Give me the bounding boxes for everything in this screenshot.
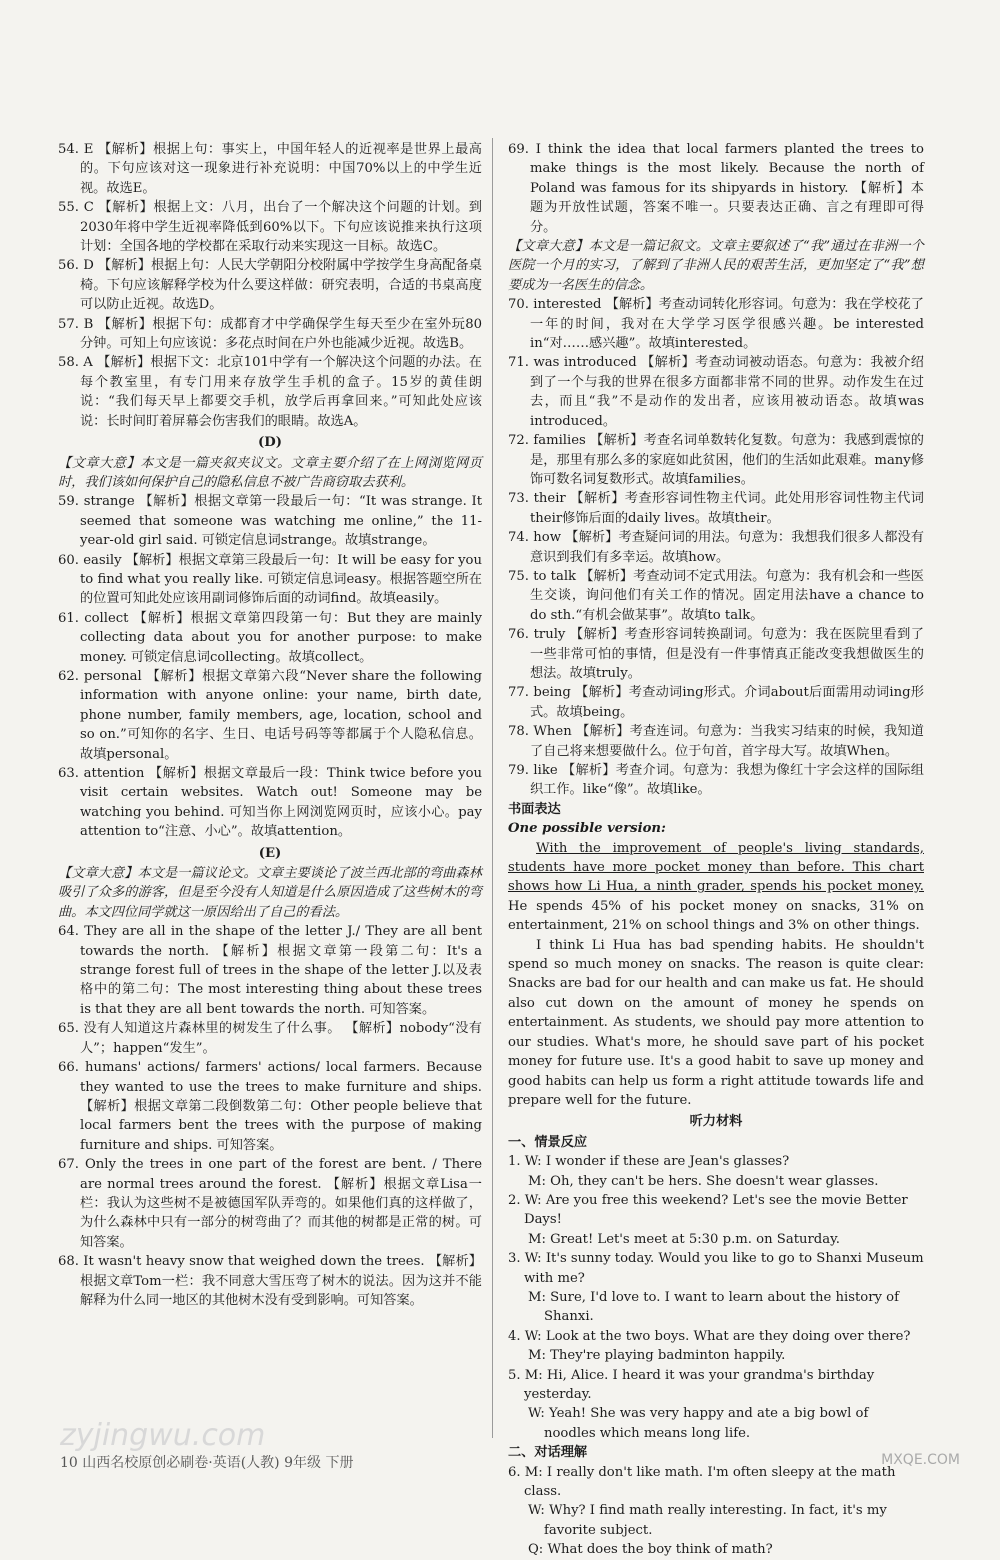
- watermark-text: zyjingwu.com: [60, 1418, 266, 1453]
- answer-79: 79. like 【解析】考查介词。句意为：我想为像红十字会这样的国际组织工作。like“像”。故填like。: [508, 763, 924, 798]
- answer-77: 77. being 【解析】考查动词ing形式。介词about后面需用动词ing形式。故填being。: [508, 685, 924, 720]
- dialogue-3-reply: M: Sure, I'd love to. I want to learn about the history of Shanxi.: [528, 1289, 899, 1325]
- dialogue-1-reply: M: Oh, they can't be hers. She doesn't wear glasses.: [528, 1173, 879, 1189]
- page-footer: 10 山西名校原创必刷卷·英语(人教) 9年级 下册: [60, 1455, 354, 1471]
- answer-59: 59. strange 【解析】根据文章第一段最后一句：“It was strange. It seemed that someone was watching me online,” the 11- year-old girl said. 可锁定信息词strange。故填strange。: [58, 494, 482, 549]
- part2-heading: 二、对话理解: [508, 1445, 588, 1461]
- answer-66: 66. humans' actions/ farmers' actions/ local farmers. Because they wanted to use the trees to make furniture and ships. 【解析】根据文章第二段倒数第二句：Other people believe that local farmers bent the trees with the purpose of making furniture and ships. 可知答案。: [58, 1060, 482, 1153]
- listening-heading: 听力材料: [689, 1114, 743, 1130]
- answer-57: 57. B 【解析】根据下句：成都育才中学确保学生每天至少在室外玩80分钟。可知上句应该说：多花点时间在户外也能减少近视。故选B。: [58, 316, 482, 352]
- essay-paragraph-2: I think Li Hua has bad spending habits. He shouldn't spend so much money on snacks. The reason is quite clear: Snacks are bad for our health and can make us fat. He should also cut down on the amount of money he spends on entertainment. As students, we should pay more attention to our studies. What's more, he should save part of his pocket money for future use. It's a good habit to save up money and good habits can help us form a right attitude towards life and prepare well for the future.: [508, 937, 924, 1108]
- essay-paragraph-1: [508, 839, 924, 936]
- dialogue-4-reply: M: They're playing badminton happily.: [528, 1348, 786, 1364]
- answer-76: 76. truly 【解析】考查形容词转换副词。句意为：我在医院里看到了一些非常可怕的事情，但是没有一件事情真正能改变我想做医生的想法。故填truly。: [508, 627, 924, 681]
- answer-71: 71. was introduced 【解析】考查动词被动语态。句意为：我被介绍到了一个与我的世界在很多方面都非常不同的世界。动作发生在过去，而且“我”不是动作的发出者，应该用被动语态。故填was introduced。: [508, 355, 924, 429]
- answer-72: 72. families 【解析】考查名词单数转化复数。句意为：我感到震惊的是，那里有那么多的家庭如此贫困，他们的生活如此艰难。many修饰可数名词复数形式。故填families。: [508, 433, 924, 487]
- writing-heading: 书面表达: [508, 801, 561, 817]
- answer-73: 73. their 【解析】考查形容词性物主代词。此处用形容词性物主代词their修饰后面的daily lives。故填their。: [508, 491, 924, 526]
- answer-68: 68. It wasn't heavy snow that weighed down the trees. 【解析】根据文章Tom一栏：我不同意大雪压弯了树木的说法。因为这并不能解释为什么同一地区的其他树木没有受到影响。可知答案。: [58, 1254, 482, 1308]
- version-label: One possible version:: [508, 821, 666, 837]
- answer-78: 78. When 【解析】考查连词。句意为：当我实习结束的时候，我知道了自己将来想要做什么。位于句首，首字母大写。故填When。: [508, 724, 924, 759]
- answer-70: 70. interested 【解析】考查动词转化形容词。句意为：我在学校花了一年的时间，我对在大学学习医学很感兴趣。be interested in“对……感兴趣”。故填interested。: [508, 297, 924, 352]
- answer-67: 67. Only the trees in one part of the forest are bent. / There are normal trees around the forest. 【解析】根据文章Lisa一栏：我认为这些树不是被德国军队弄弯的。如果他们真的这样做了，为什么森林中只有一部分的树弯曲了？而其他的树都是正常的树。可知答案。: [58, 1157, 482, 1250]
- answer-65: 65. 没有人知道这片森林里的树发生了什么事。 【解析】nobody“没有人”；happen“发生”。: [58, 1021, 482, 1056]
- answer-74: 74. how 【解析】考查疑问词的用法。句意为：我想我们很多人都没有意识到我们有多幸运。故填how。: [508, 530, 924, 565]
- section-d-heading: (D): [258, 435, 282, 451]
- dialogue-4-line: 4. W: Look at the two boys. What are they doing over there?: [508, 1328, 911, 1344]
- part1-heading: 一、情景反应: [508, 1134, 588, 1150]
- left-column: [58, 140, 482, 1450]
- answer-69: 69. I think the idea that local farmers planted the trees to make things is the most likely. Because the north of Poland was famous for its shipyards in history. 【解析】本题为开放性试题，答案不唯一。只要表达正确、言之有理即可得分。: [508, 142, 924, 235]
- dialogue-5-line: 5. M: Hi, Alice. I heard it was your grandma's birthday yesterday.: [508, 1367, 875, 1402]
- section-e-heading: (E): [258, 845, 282, 861]
- answer-60: 60. easily 【解析】根据文章第三段最后一句：It will be easy for you to find what you really like. 可锁定信息词easy。根据答题空所在的位置可知此处应该用副词修饰后面的动词find。故填easily。: [58, 552, 482, 607]
- dialogue-6-line: 6. M: I really don't like math. I'm often sleepy at the math class.: [508, 1464, 896, 1500]
- answer-56: 56. D 【解析】根据上句：人民大学朝阳分校附属中学按学生身高配备桌椅。下句应该解释学校为什么要这样做：研究表明，合适的书桌高度可以防止近视。故选D。: [58, 258, 482, 313]
- dialogue-6-question: Q: What does the boy think of math?: [528, 1542, 773, 1558]
- section-d-summary: 【文章大意】本文是一篇夹叙夹议文。文章主要介绍了在上网浏览网页时，我们该如何保护自己的隐私信息不被广告商窃取去获利。: [58, 455, 482, 490]
- essay-p1-rest: He spends 45% of his pocket money on snacks, 31% on entertainment, 21% on school things and 3% on other things.: [508, 898, 924, 934]
- essay-underlined: With the improvement of people's living standards, students have more pocket money than before. This chart shows how Li Hua, a ninth grader, spends his pocket money.: [508, 840, 924, 895]
- answer-61: 61. collect 【解析】根据文章第四段第一句：But they are mainly collecting data about you for another purpose: to make money. 可锁定信息词collecting。故填collect。: [58, 610, 482, 665]
- dialogue-2-line: 2. W: Are you free this weekend? Let's see the movie Better Days!: [508, 1192, 908, 1228]
- answer-54: 54. E 【解析】根据上句：事实上，中国年轻人的近视率是世界上最高的。下句应该对这一现象进行补充说明：中国70%以上的中学生近视。故选E。: [58, 142, 482, 196]
- answer-75: 75. to talk 【解析】考查动词不定式用法。句意为：我有机会和一些医生交谈，询问他们有关工作的情况。固定用法have a chance to do sth.“有机会做某事”。故填to talk。: [508, 568, 924, 623]
- dialogue-1-line: 1. W: I wonder if these are Jean's glasses?: [508, 1154, 790, 1170]
- answer-58: 58. A 【解析】根据下文：北京101中学有一个解决这个问题的办法。在每个教室里，有专门用来存放学生手机的盒子。15岁的黄佳朗说：“我们每天早上都要交手机，放学后再拿回来。”可知此处应该说：长时间盯着屏幕会伤害我们的眼睛。故选A。: [58, 355, 482, 429]
- dialogue-2-reply: M: Great! Let's meet at 5:30 p.m. on Saturday.: [528, 1231, 840, 1247]
- dialogue-6-reply: W: Why? I find math really interesting. In fact, it's my favorite subject.: [528, 1503, 887, 1538]
- column-divider: [492, 138, 493, 1438]
- section-f-summary: 【文章大意】本文是一篇记叙文。文章主要叙述了“我”通过在非洲一个医院一个月的实习，了解到了非洲人民的艰苦生活，更加坚定了“我”想要成为一名医生的信念。: [508, 239, 924, 293]
- answer-63: 63. attention 【解析】根据文章最后一段：Think twice before you visit certain websites. Watch out! Someone may be watching you behind. 可知当你上网浏览网页时，应该小心。pay attention to“注意、小心”。故填attention。: [58, 766, 482, 840]
- answer-64: 64. They are all in the shape of the letter J./ They are all bent towards the north. 【解析】根据文章第一段第二句：It's a strange forest full of trees in the shape of the letter J.以及表格中的第二句：The most interesting thing about these trees is that they are all bent towards the north. 可知答案。: [58, 924, 482, 1017]
- dialogue-3-line: 3. W: It's sunny today. Would you like to go to Shanxi Museum with me?: [508, 1251, 924, 1286]
- section-e-summary: 【文章大意】本文是一篇议论文。文章主要谈论了波兰西北部的弯曲森林吸引了众多的游客，但是至今没有人知道是什么原因造成了这些树木的弯曲。本文四位同学就这一原因给出了自己的看法。: [58, 866, 482, 920]
- answer-62: 62. personal 【解析】根据文章第六段“Never share the following information with anyone online: your name, birth date, phone number, family members, age, location, school and so on.”可知你的名字、生日、电话号码等等都属于个人隐私信息。故填personal。: [58, 668, 482, 762]
- site-logo: MXQE.COM: [881, 1452, 960, 1468]
- answer-55: 55. C 【解析】根据上文：八月，出台了一个解决这个问题的计划。到2030年将中学生近视率降低到60%以下。下句应该说推来执行这项计划：全国各地的学校都在采取行动来实现这一目标。故选C。: [58, 200, 482, 255]
- dialogue-5-reply: W: Yeah! She was very happy and ate a big bowl of noodles which means long life.: [528, 1406, 869, 1441]
